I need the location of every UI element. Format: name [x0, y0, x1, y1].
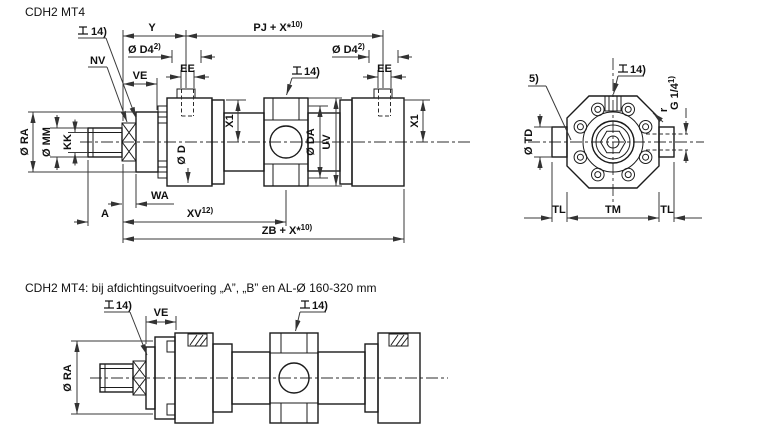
dim-VE-variant [146, 307, 176, 344]
dim-XV [123, 190, 286, 226]
dim-X1-right [404, 100, 430, 142]
dim-D4-left [128, 42, 215, 63]
dim-label-D: Ø D [176, 145, 188, 165]
vent-symbol-icon [300, 301, 310, 308]
dim-label-UV: UV [321, 134, 333, 150]
note-label-14-left: 14) [91, 26, 107, 38]
dim-EE-right [363, 63, 406, 88]
head-bolt-top [167, 341, 175, 352]
dim-KK [62, 120, 88, 166]
dim-label-TM: TM [605, 204, 621, 216]
dim-label-D4-left: Ø D4$^{2)}$ [128, 42, 161, 56]
dim-label-DA: Ø DA [305, 128, 317, 156]
vent-symbol-icon [104, 301, 114, 308]
dim-label-WA: WA [151, 190, 169, 202]
dim-X1-left [224, 100, 246, 142]
dim-label-X1-right: X1 [409, 114, 421, 128]
dim-label-VE: VE [132, 70, 148, 82]
note-label-14-variant-mid: 14) [312, 300, 328, 312]
dim-D4-right [332, 42, 412, 63]
dim-label-RA: Ø RA [19, 128, 31, 156]
dim-label-MM: Ø MM [41, 127, 53, 157]
note-perp14-end [614, 64, 647, 94]
dim-D [176, 145, 188, 183]
dim-RA-variant [62, 341, 153, 414]
note-label-14-mid: 14) [304, 66, 320, 78]
note-perp14-mid [287, 66, 321, 95]
vent-symbol-icon [78, 27, 88, 34]
note-perp14-variant-left [104, 300, 147, 355]
dim-EE-left [166, 63, 209, 88]
dim-label-EE-left: EE [180, 63, 195, 75]
piston-rod [88, 128, 122, 157]
note-label-5: 5) [529, 73, 539, 85]
note-label-NV: NV [90, 55, 106, 67]
dim-label-XV: XV$^{12)}$ [186, 206, 214, 220]
note-label-r: r [658, 107, 670, 113]
note-label-14-end: 14) [630, 64, 646, 76]
page-title: CDH2 MT4 [25, 5, 86, 19]
note-perp14-variant-mid [296, 300, 329, 331]
head-port-plug [188, 334, 207, 346]
head-port [177, 89, 195, 116]
dim-label-TL-left: TL [552, 204, 566, 216]
vent-symbol-icon [618, 65, 628, 72]
dim-label-ZB: ZB + X*$^{10)}$ [261, 223, 313, 237]
dim-label-KK: KK [62, 134, 74, 150]
cap-port [374, 89, 392, 116]
dim-label-A: A [101, 208, 109, 220]
dim-label-Y: Y [148, 22, 156, 34]
dim-label-VE-variant: VE [153, 307, 169, 319]
variant-view [62, 300, 448, 423]
dim-label-D4-right: Ø D4$^{2)}$ [332, 42, 365, 56]
dim-WA [108, 174, 174, 208]
note-label-14-variant-left: 14) [116, 300, 132, 312]
dim-VE [123, 70, 157, 110]
head-bolt-bottom [167, 404, 175, 415]
dim-label-EE-right: EE [377, 63, 392, 75]
dim-label-TD: Ø TD [523, 128, 535, 156]
main-view [19, 20, 470, 243]
note-perp14-left [78, 26, 136, 118]
dim-label-X1-left: X1 [224, 114, 236, 128]
dim-label-RA-variant: Ø RA [62, 364, 74, 392]
dim-label-PJ: PJ + X*$^{10)}$ [253, 20, 303, 34]
dim-G14 [667, 76, 686, 163]
variant-title: CDH2 MT4: bij afdichtingsuitvoering „A”, „B” en AL-Ø 160-320 mm [25, 281, 377, 295]
vent-symbol-icon [292, 67, 302, 74]
cap-port-plug [389, 334, 408, 346]
dim-label-TL-right: TL [660, 204, 674, 216]
dim-label-G14: G 1/4$^{1)}$ [667, 75, 681, 110]
end-view [523, 58, 704, 222]
